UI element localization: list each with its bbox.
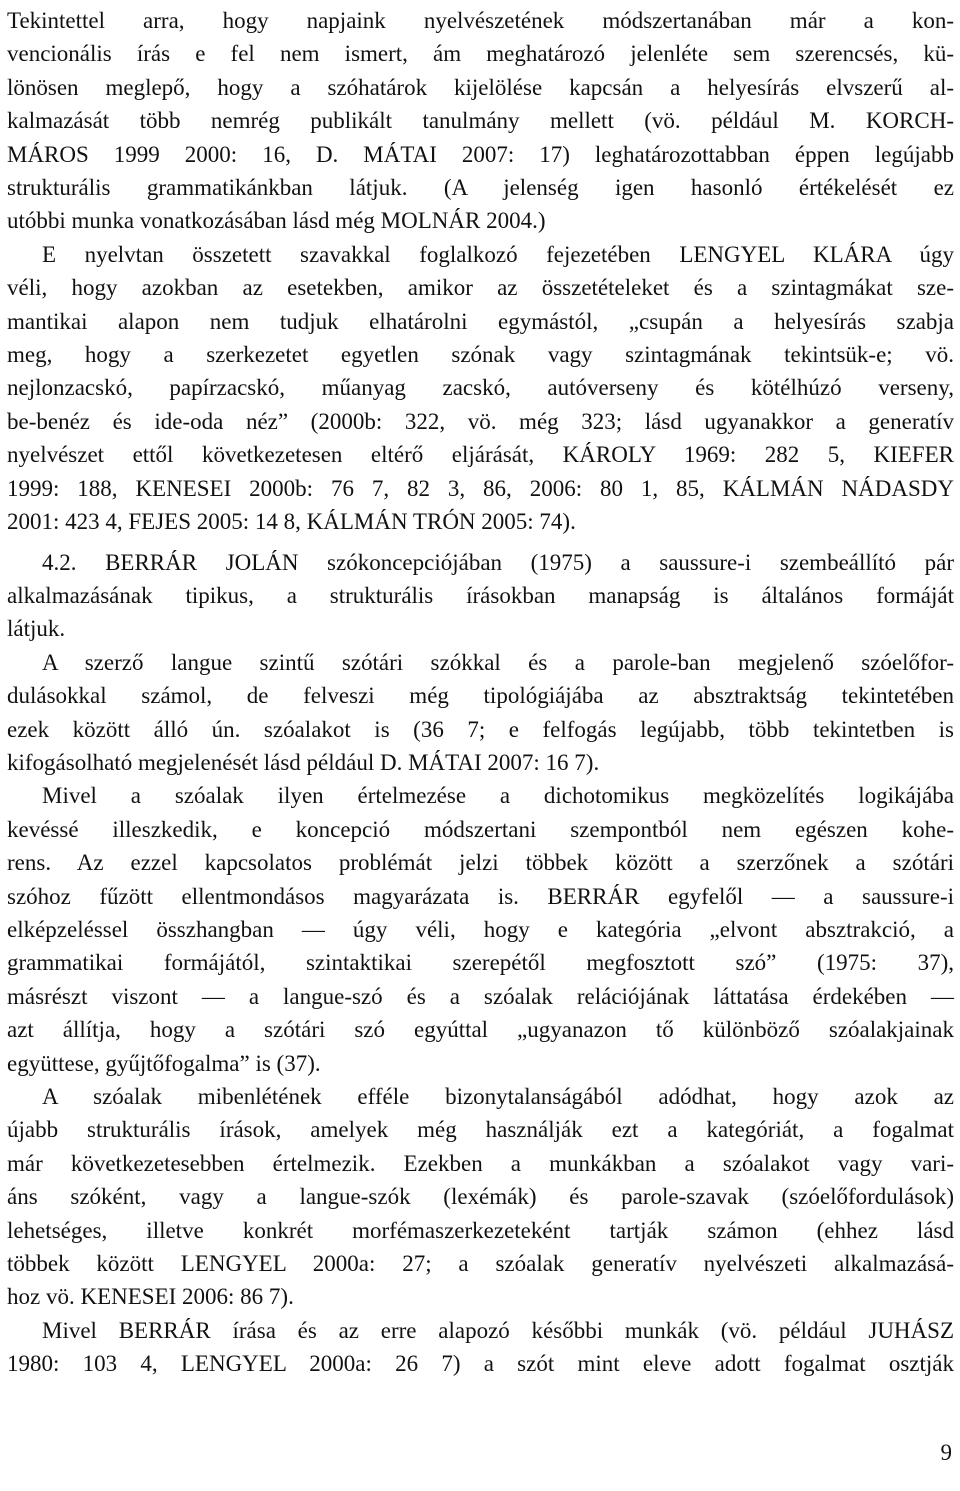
text-line: hoz vö. KENESEI 2006: 86 7).: [7, 1284, 294, 1310]
text-line: kalmazását több nemrég publikált tanulmány mellett (vö. például M. KORCH-: [7, 108, 954, 134]
text-line: 2001: 423 4, FEJES 2005: 14 8, KÁLMÁN TRÓN 2005: 74).: [7, 509, 576, 535]
text-line: mantikai alapon nem tudjuk elhatárolni egymástól, „csupán a helyesírás szabja: [7, 308, 954, 334]
text-line: lehetséges, illetve konkrét morfémaszerkezeteként tartják számon (ehhez lásd: [7, 1217, 954, 1243]
text-line: másrészt viszont — a langue-szó és a szóalak relációjának láttatása érdekében —: [7, 983, 954, 1009]
text-line: szóhoz fűzött ellentmondásos magyarázata is. BERRÁR egyfelől — a saussure-i: [7, 883, 954, 909]
text-line: Tekintettel arra, hogy napjaink nyelvészetének módszertanában már a kon-: [7, 8, 954, 33]
text-line: E nyelvtan összetett szavakkal foglalkozó fejezetében LENGYEL KLÁRA úgy: [42, 241, 954, 267]
text-line: együttese, gyűjtőfogalma” is (37).: [7, 1050, 321, 1076]
text-line: utóbbi munka vonatkozásában lásd még MOLNÁR 2004.): [7, 208, 546, 234]
text-line: kevéssé illeszkedik, e koncepció módszertani szempontból nem egészen kohe-: [7, 816, 954, 842]
text-line: látjuk.: [7, 616, 66, 642]
text-line: alkalmazásának tipikus, a strukturális írásokban manapság is általános formáját: [7, 582, 954, 608]
text-line: ezek között álló ún. szóalakot is (36 7; e felfogás legújabb, több tekintetben is: [7, 716, 954, 742]
text-line: meg, hogy a szerkezetet egyetlen szónak vagy szintagmának tekintsük-e; vö.: [7, 342, 954, 368]
paragraph-6: [7, 1080, 954, 1314]
text-line: kifogásolható megjelenését lásd például D. MÁTAI 2007: 16 7).: [7, 749, 600, 775]
text-line: azt állítja, hogy a szótári szó egyúttal „ugyanazon tő különböző szóalakjainak: [7, 1017, 954, 1043]
text-line: áns szóként, vagy a langue-szók (lexémák) és parole-szavak (szóelőfordulások): [7, 1184, 954, 1210]
text-line: A szerző langue szintű szótári szókkal és a parole-ban megjelenő szóelőfor-: [42, 649, 954, 675]
text-line: elképzeléssel összhangban — úgy véli, hogy e kategória „elvont absztrakció, a: [7, 916, 954, 942]
text-line: nejlonzacskó, papírzacskó, műanyag zacskó, autóverseny és kötélhúzó verseny,: [7, 375, 954, 401]
paragraph-2: [7, 238, 954, 539]
text-line: nyelvészet ettől következetesen eltérő eljárását, KÁROLY 1969: 282 5, KIEFER: [7, 442, 954, 468]
page-number: 9: [940, 1440, 952, 1465]
text-line: dulásokkal számol, de felveszi még tipológiájába az absztraktság tekintetében: [7, 683, 954, 709]
text-line: be-benéz és ide-oda néz” (2000b: 322, vö. még 323; lásd ugyanakkor a generatív: [7, 408, 954, 434]
text-line: MÁROS 1999 2000: 16, D. MÁTAI 2007: 17) leghatározottabban éppen legújabb: [7, 141, 954, 167]
text-line: 4.2. BERRÁR JOLÁN szókoncepciójában (1975) a saussure-i szembeállító pár: [42, 549, 954, 575]
text-line: strukturális grammatikánkban látjuk. (A jelenség igen hasonló értékelését ez: [7, 175, 954, 201]
text-line: 1999: 188, KENESEI 2000b: 76 7, 82 3, 86, 2006: 80 1, 85, KÁLMÁN NÁDASDY: [7, 475, 954, 501]
section-heading-paragraph: [7, 546, 954, 646]
text-line: A szóalak mibenlétének efféle bizonytalanságából adódhat, hogy azok az: [42, 1084, 954, 1109]
text-line: már következetesebben értelmezik. Ezekben a munkákban a szóalakot vagy vari-: [7, 1150, 954, 1176]
text-line: grammatikai formájától, szintaktikai szerepétől megfosztott szó” (1975: 37),: [7, 950, 954, 976]
text-line: lönösen meglepő, hogy a szóhatárok kijelölése kapcsán a helyesírás elvszerű al-: [7, 74, 954, 100]
paragraph-1: [7, 4, 954, 238]
text-line: Mivel a szóalak ilyen értelmezése a dichotomikus megközelítés logikájába: [42, 783, 954, 809]
text-line: többek között LENGYEL 2000a: 27; a szóalak generatív nyelvészeti alkalmazásá-: [7, 1251, 954, 1277]
paragraph-7: [7, 1314, 954, 1381]
text-line: Mivel BERRÁR írása és az erre alapozó későbbi munkák (vö. például JUHÁSZ: [42, 1317, 954, 1343]
document-page: [7, 4, 954, 1381]
text-line: 1980: 103 4, LENGYEL 2000a: 26 7) a szót mint eleve adott fogalmat osztják: [7, 1351, 954, 1377]
text-line: rens. Az ezzel kapcsolatos problémát jelzi többek között a szerzőnek a szótári: [7, 850, 954, 876]
text-line: véli, hogy azokban az esetekben, amikor az összetételeket és a szintagmákat sze-: [7, 275, 954, 301]
paragraph-5: [7, 779, 954, 1080]
paragraph-4: [7, 646, 954, 780]
text-line: újabb strukturális írások, amelyek még használják ezt a kategóriát, a fogalmat: [7, 1117, 954, 1143]
text-line: vencionális írás e fel nem ismert, ám meghatározó jelenléte sem szerencsés, kü-: [7, 41, 954, 67]
